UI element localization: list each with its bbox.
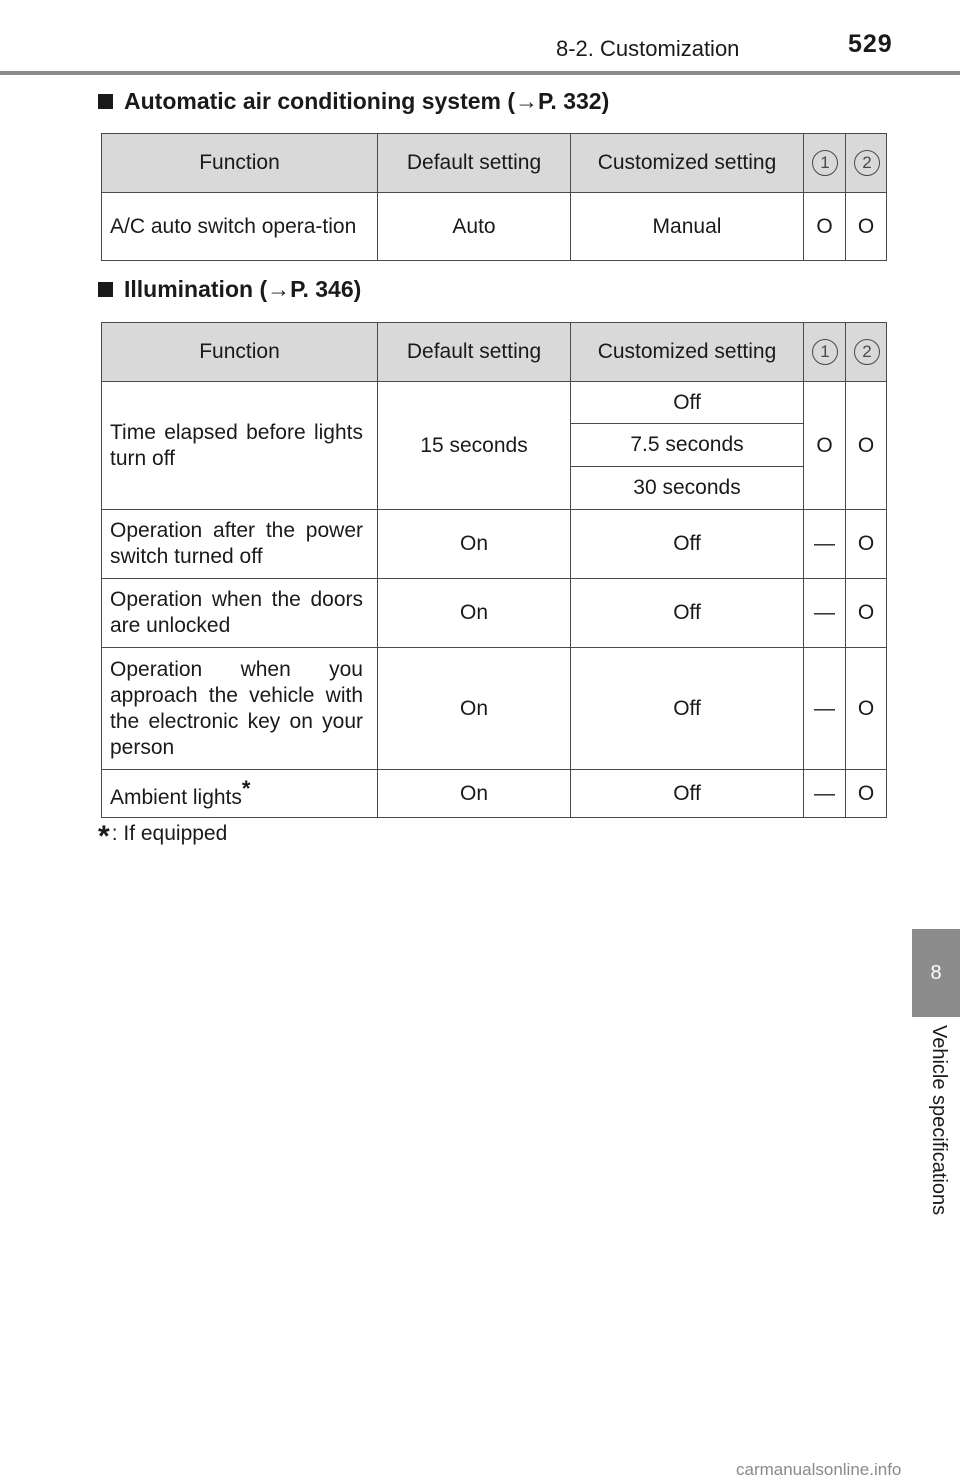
column-1-cell: —	[804, 770, 846, 818]
default-cell: On	[378, 648, 571, 770]
column-2-cell: O	[846, 648, 887, 770]
function-cell: Operation when you approach the vehicle with the electronic key on your person	[102, 648, 378, 770]
column-1-cell: —	[804, 510, 846, 579]
function-cell: Time elapsed before lights turn off	[102, 382, 378, 510]
default-cell: On	[378, 579, 571, 648]
header-section-title: 8-2. Customization	[556, 36, 740, 61]
column-2-cell: O	[846, 382, 887, 510]
table-row	[102, 193, 887, 261]
customized-option-cell: Off	[571, 382, 804, 424]
table-row	[102, 770, 887, 818]
footnote	[98, 820, 227, 854]
customized-cell: Manual	[571, 193, 804, 261]
column-header-2	[846, 323, 887, 382]
column-header-default: Default setting	[378, 134, 571, 193]
default-cell: Auto	[378, 193, 571, 261]
column-header-1	[804, 323, 846, 382]
column-1-cell: —	[804, 579, 846, 648]
circled-1-icon: 1	[812, 150, 838, 176]
header-divider	[0, 71, 960, 75]
default-cell: On	[378, 510, 571, 579]
section-heading-illumination-text: Illumination (→P. 346)	[124, 276, 362, 302]
customized-option-cell: 30 seconds	[571, 467, 804, 510]
section-heading-ac	[98, 88, 609, 115]
footnote-text: : If equipped	[111, 822, 228, 845]
column-2-cell: O	[846, 193, 887, 261]
table-row	[102, 648, 887, 770]
default-cell: On	[378, 770, 571, 818]
circled-1-icon: 1	[812, 339, 838, 365]
square-bullet-icon	[98, 94, 113, 109]
column-1-cell: —	[804, 648, 846, 770]
illumination-settings-table	[101, 322, 887, 818]
customized-cell: Off	[571, 648, 804, 770]
function-text: Ambient lights	[110, 786, 242, 809]
customized-cell: Off	[571, 770, 804, 818]
square-bullet-icon	[98, 282, 113, 297]
default-cell: 15 seconds	[378, 382, 571, 510]
function-cell: A/C auto switch opera-tion	[102, 193, 378, 261]
column-header-default: Default setting	[378, 323, 571, 382]
column-header-function: Function	[102, 323, 378, 382]
column-2-cell: O	[846, 510, 887, 579]
column-header-customized: Customized setting	[571, 323, 804, 382]
column-1-cell: O	[804, 193, 846, 261]
ac-settings-table	[101, 133, 887, 261]
chapter-tab: 8	[912, 929, 960, 1017]
table-header-row	[102, 323, 887, 382]
column-header-1	[804, 134, 846, 193]
asterisk-marker: *	[98, 820, 110, 853]
chapter-label: Vehicle specifications	[928, 1025, 950, 1216]
customized-option-cell: 7.5 seconds	[571, 424, 804, 467]
function-cell: Operation after the power switch turned off	[102, 510, 378, 579]
function-cell: Operation when the doors are unlocked	[102, 579, 378, 648]
section-heading-ac-text: Automatic air conditioning system (→P. 332)	[124, 88, 610, 114]
table-header-row	[102, 134, 887, 193]
customized-cell: Off	[571, 510, 804, 579]
column-header-customized: Customized setting	[571, 134, 804, 193]
watermark: carmanualsonline.info	[736, 1460, 902, 1479]
table-row	[102, 579, 887, 648]
table-row	[102, 382, 887, 424]
circled-2-icon: 2	[854, 339, 880, 365]
customized-cell: Off	[571, 579, 804, 648]
function-cell	[102, 770, 378, 818]
column-2-cell: O	[846, 770, 887, 818]
table-row	[102, 510, 887, 579]
column-1-cell: O	[804, 382, 846, 510]
column-2-cell: O	[846, 579, 887, 648]
column-header-function: Function	[102, 134, 378, 193]
asterisk-marker: *	[241, 776, 251, 801]
section-heading-illumination	[98, 276, 361, 303]
circled-2-icon: 2	[854, 150, 880, 176]
column-header-2	[846, 134, 887, 193]
page-number: 529	[848, 30, 893, 58]
